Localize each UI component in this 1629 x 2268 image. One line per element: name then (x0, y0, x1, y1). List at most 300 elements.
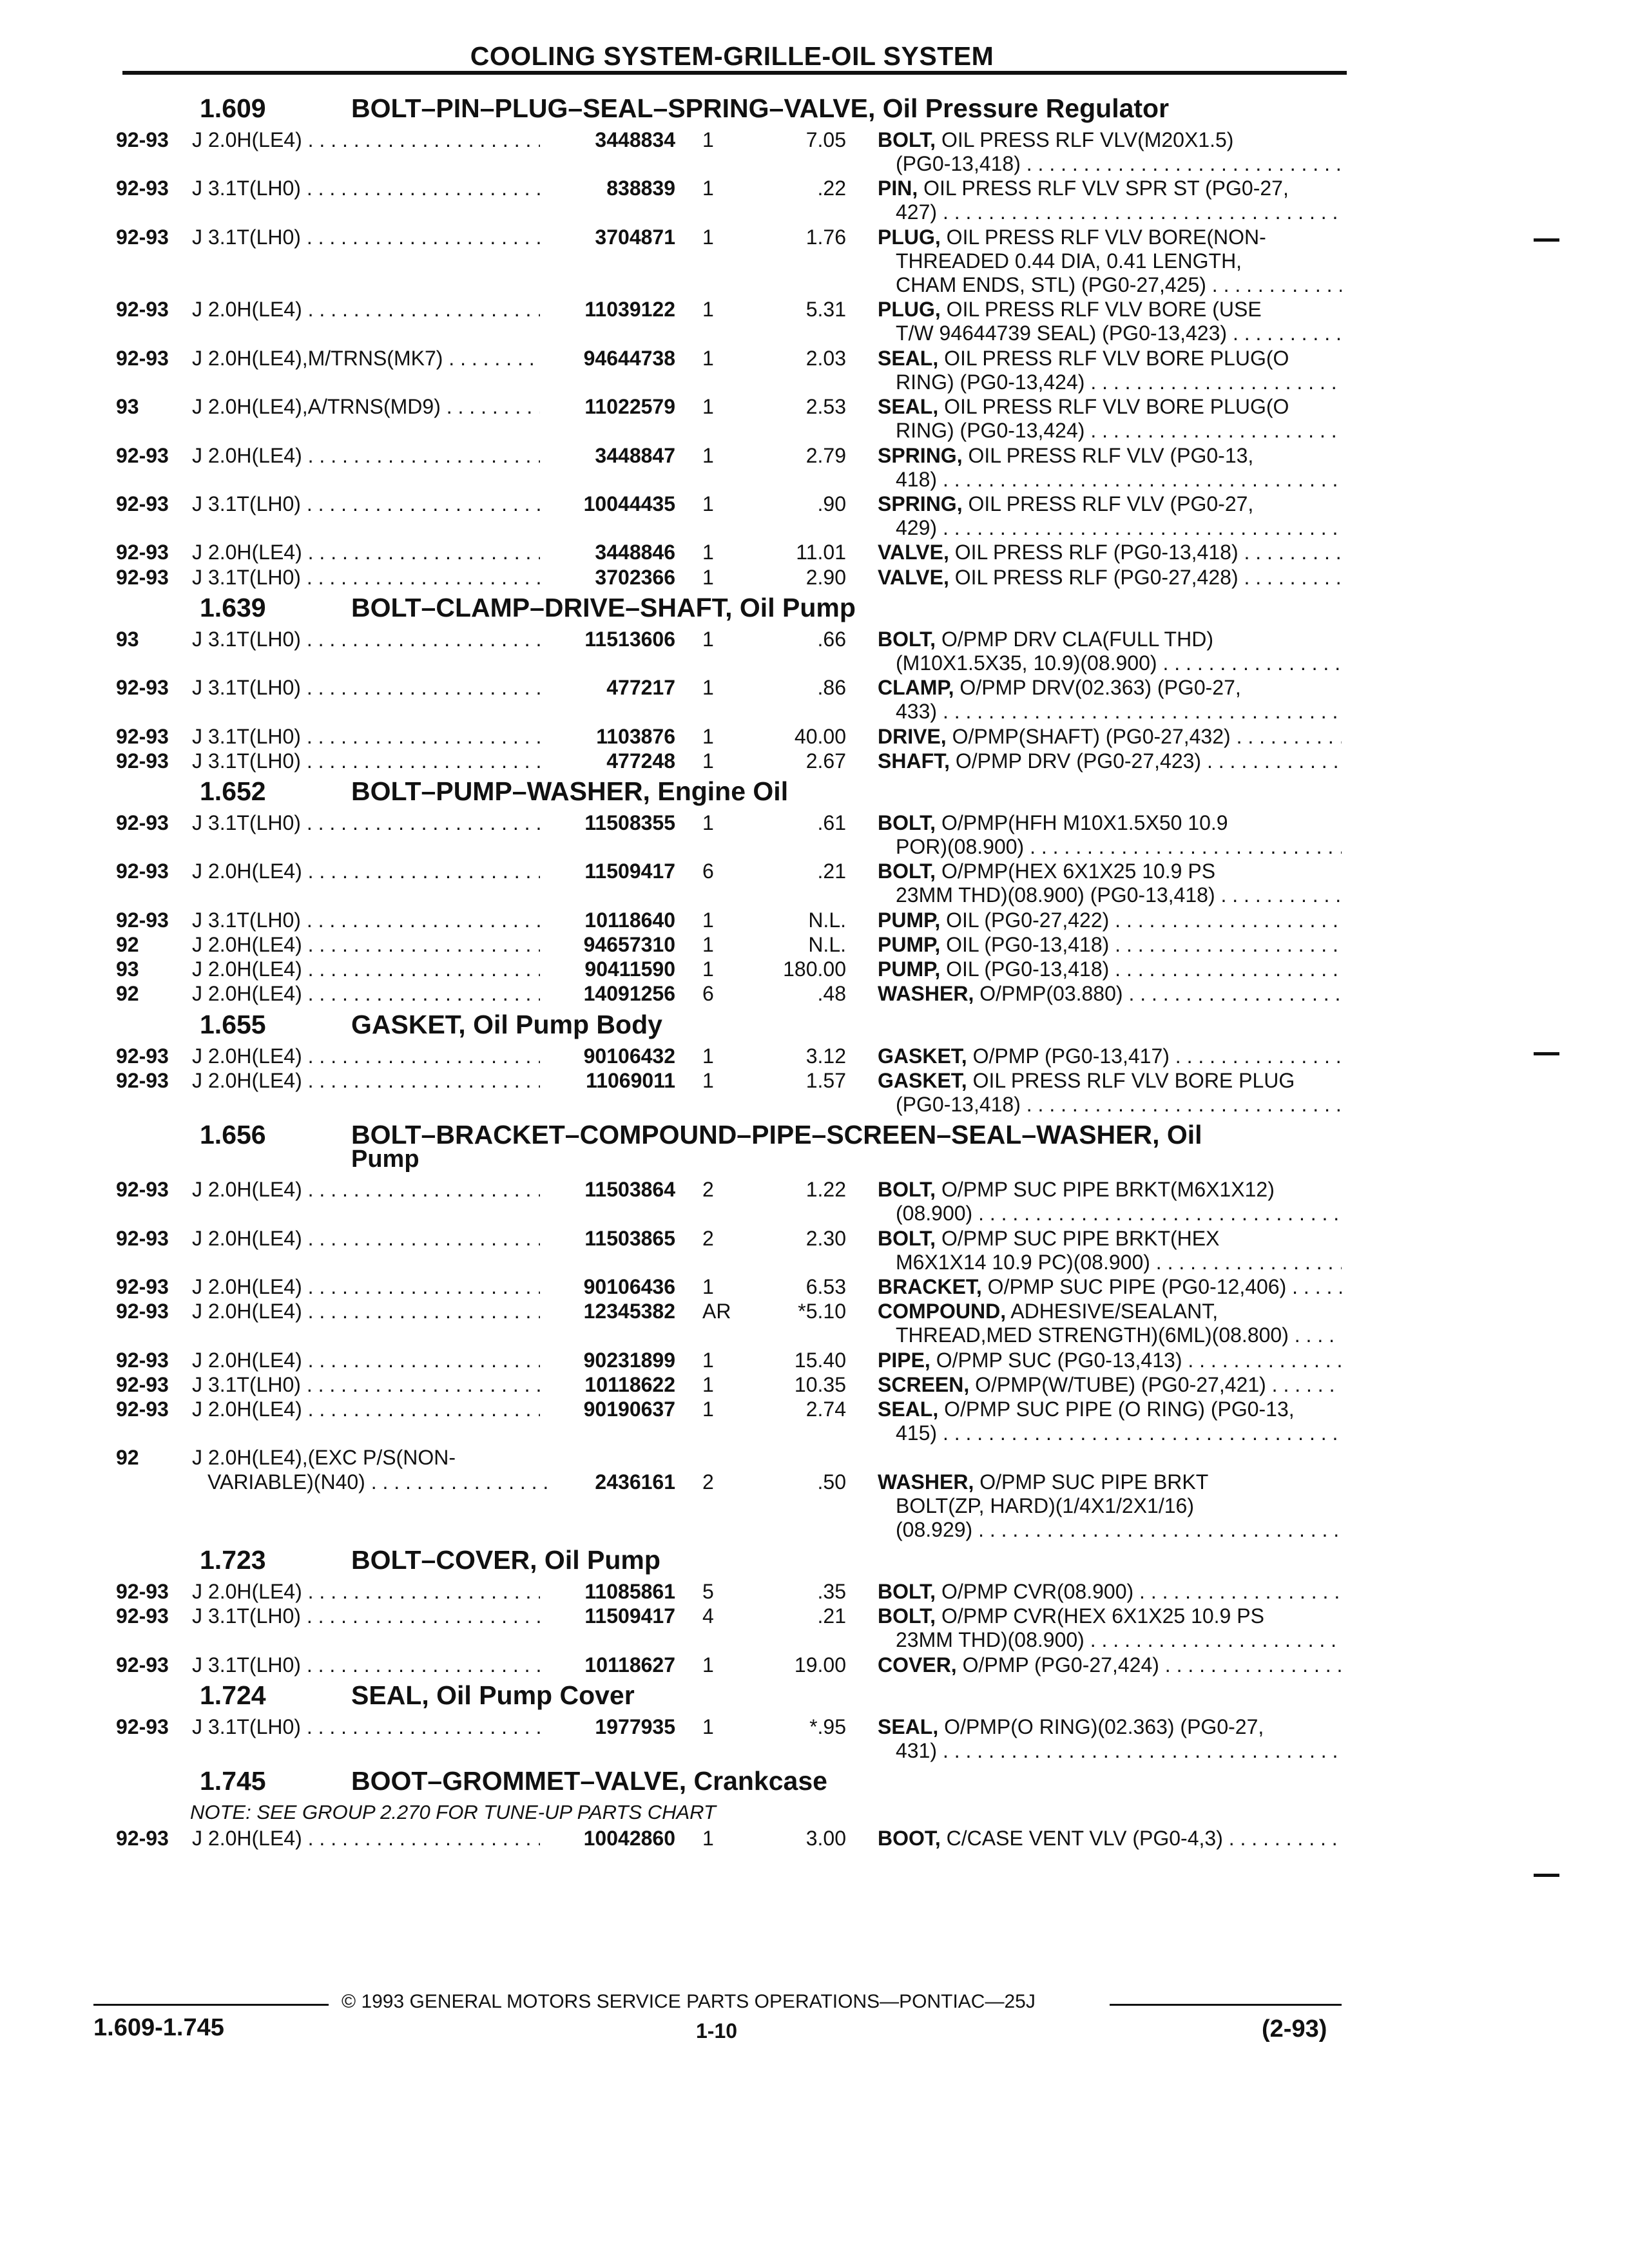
price: 3.12 (805, 1044, 846, 1068)
description-text: O/PMP DRV (PG0-27,423) (955, 749, 1202, 773)
part-number: 11503865 (584, 1226, 675, 1250)
description-text: O/PMP(HFH M10X1.5X50 10.9 (941, 811, 1228, 834)
description-keyword: SEAL, (878, 1715, 939, 1738)
quantity: 1 (702, 811, 714, 834)
description-text: O/PMP(O RING)(02.363) (PG0-27, (944, 1715, 1264, 1738)
description-text: O/PMP CVR(HEX 6X1X25 10.9 PS (941, 1604, 1264, 1628)
quantity: 1 (702, 1827, 714, 1850)
description-line (878, 516, 1342, 540)
model-application (192, 908, 540, 932)
quantity: 1 (702, 676, 714, 700)
model-application (192, 1069, 540, 1093)
description-keyword: SPRING, (878, 443, 963, 467)
part-number: 477248 (606, 749, 675, 773)
description-line (878, 1275, 1342, 1299)
quantity: 1 (702, 298, 714, 322)
quantity: 1 (702, 724, 714, 748)
section-title: BOLT–CLAMP–DRIVE–SHAFT, Oil Pump (351, 592, 856, 622)
part-description (878, 1069, 1342, 1117)
description-text: 23MM THD)(08.900) (896, 1628, 1084, 1652)
description-line (878, 651, 1342, 675)
price: 19.00 (794, 1653, 846, 1677)
description-text: OIL PRESS RLF VLV BORE(NON- (946, 225, 1266, 249)
description-text: POR)(08.900) (896, 835, 1025, 858)
model-text: J 3.1T(LH0) (192, 1715, 301, 1738)
model-text: J 3.1T(LH0) (192, 811, 301, 834)
quantity: 1 (702, 395, 714, 419)
part-description (878, 1580, 1342, 1604)
model-years: 92-93 (116, 541, 169, 564)
price: 1.57 (805, 1068, 846, 1092)
model-years: 92-93 (116, 492, 169, 515)
part-number: 94657310 (583, 933, 675, 956)
model-years: 92-93 (116, 1653, 169, 1677)
part-number: 94644738 (583, 346, 675, 370)
description-line (878, 1044, 1342, 1068)
description-keyword: VALVE, (878, 565, 949, 589)
description-keyword: BOOT, (878, 1827, 941, 1850)
description-text: (08.900) (896, 1202, 973, 1225)
part-number: 10118622 (584, 1372, 675, 1396)
section-title: BOLT–BRACKET–COMPOUND–PIPE–SCREEN–SEAL–WASHER, Oil (351, 1120, 1202, 1150)
quantity: 1 (702, 492, 714, 515)
part-description (878, 749, 1342, 773)
model-years: 92-93 (116, 128, 169, 151)
model-text: VARIABLE)(N40) (207, 1470, 365, 1494)
description-text: OIL PRESS RLF VLV BORE PLUG(O (944, 346, 1289, 370)
model-years: 92-93 (116, 1827, 169, 1850)
quantity: 1 (702, 177, 714, 200)
description-line (878, 725, 1342, 749)
description-text: O/PMP(03.880) (979, 982, 1123, 1006)
description-text: O/PMP (PG0-27,424) (962, 1653, 1159, 1677)
section-header (0, 1680, 1629, 1714)
description-text: OIL PRESS RLF VLV BORE PLUG(O (944, 395, 1289, 419)
model-application (192, 177, 540, 200)
description-text: O/PMP(W/TUBE) (PG0-27,421) (975, 1372, 1266, 1396)
description-line (878, 444, 1342, 468)
description-keyword: GASKET, (878, 1044, 967, 1068)
description-text: T/W 94644739 SEAL) (PG0-13,423) (896, 322, 1228, 345)
model-application (192, 1300, 540, 1323)
description-line (878, 1827, 1342, 1850)
description-keyword: SEAL, (878, 346, 939, 370)
price: N.L. (808, 908, 846, 932)
description-text: 433) (896, 700, 938, 724)
description-text: O/PMP(SHAFT) (PG0-27,432) (952, 724, 1231, 748)
price: .90 (817, 492, 846, 515)
description-line (878, 1178, 1342, 1202)
description-line (878, 1251, 1342, 1274)
quantity: 2 (702, 1470, 714, 1494)
part-description (878, 1300, 1342, 1347)
section-number: 1.745 (200, 1766, 266, 1796)
description-keyword: SEAL, (878, 1398, 939, 1421)
price: .22 (817, 177, 846, 200)
description-keyword: SEAL, (878, 395, 939, 419)
margin-tick (1534, 1874, 1559, 1877)
description-keyword: BOLT, (878, 627, 936, 651)
model-text: J 3.1T(LH0) (192, 749, 301, 773)
description-keyword: BOLT, (878, 811, 936, 834)
model-application (192, 541, 540, 564)
description-text: OIL PRESS RLF VLV (PG0-13, (968, 443, 1254, 467)
part-description (878, 1044, 1342, 1068)
description-text: 23MM THD)(08.900) (PG0-13,418) (896, 883, 1215, 907)
model-text: J 2.0H(LE4) (192, 1398, 302, 1421)
description-line (878, 1202, 1342, 1225)
part-description (878, 347, 1342, 394)
price: 2.30 (805, 1226, 846, 1250)
description-keyword: SCREEN, (878, 1372, 970, 1396)
model-text: J 2.0H(LE4) (192, 933, 302, 956)
description-text: (M10X1.5X35, 10.9)(08.900) (896, 651, 1157, 675)
description-keyword: PLUG, (878, 225, 941, 249)
price: 2.90 (805, 565, 846, 589)
price: 1.22 (805, 1178, 846, 1202)
description-text: RING) (PG0-13,424) (896, 419, 1085, 443)
part-number: 2436161 (595, 1470, 675, 1494)
model-text: J 2.0H(LE4),A/TRNS(MD9) (192, 395, 441, 419)
description-line (878, 1349, 1342, 1372)
price: 5.31 (805, 298, 846, 322)
model-years: 92-93 (116, 225, 169, 249)
description-line (878, 1628, 1342, 1652)
quantity: 2 (702, 1226, 714, 1250)
description-line (878, 249, 1342, 273)
description-line (878, 749, 1342, 773)
description-text: OIL PRESS RLF VLV BORE PLUG (972, 1068, 1295, 1092)
model-application (192, 725, 540, 749)
model-years: 92-93 (116, 1580, 169, 1604)
model-application (192, 1044, 540, 1068)
part-number: 477217 (606, 676, 675, 700)
footer-page-number: 1-10 (696, 2019, 738, 2042)
part-number: 3448847 (595, 443, 675, 467)
part-description (878, 811, 1342, 859)
model-years: 92-93 (116, 1604, 169, 1628)
description-line (878, 226, 1342, 249)
part-description (878, 1275, 1342, 1299)
description-keyword: COMPOUND, (878, 1300, 1007, 1323)
description-text: OIL (PG0-13,418) (946, 957, 1110, 981)
part-number: 11513606 (584, 627, 675, 651)
model-text: J 2.0H(LE4),(EXC P/S(NON- (192, 1446, 456, 1470)
quantity: 1 (702, 1715, 714, 1738)
model-text: J 2.0H(LE4) (192, 1300, 302, 1323)
description-text: (PG0-13,418) (896, 1092, 1021, 1116)
part-description (878, 1604, 1342, 1652)
model-text: J 2.0H(LE4) (192, 1068, 302, 1092)
model-application (192, 982, 540, 1006)
part-number: 10118627 (584, 1653, 675, 1677)
description-keyword: CLAMP, (878, 676, 954, 700)
footer-section-range: 1.609-1.745 (93, 2014, 224, 2041)
description-text: O/PMP SUC PIPE (O RING) (PG0-13, (944, 1398, 1295, 1421)
quantity: 6 (702, 982, 714, 1006)
section-header (0, 93, 1629, 127)
section-title: BOOT–GROMMET–VALVE, Crankcase (351, 1766, 827, 1796)
model-application (192, 226, 540, 249)
description-text: O/PMP(HEX 6X1X25 10.9 PS (941, 860, 1216, 883)
description-keyword: BOLT, (878, 1580, 936, 1604)
model-years: 93 (116, 957, 139, 981)
price: 40.00 (794, 724, 846, 748)
part-description (878, 676, 1342, 724)
part-number: 90106432 (583, 1044, 675, 1068)
quantity: 1 (702, 128, 714, 151)
model-application (192, 933, 540, 957)
description-line (878, 1323, 1342, 1347)
part-number: 1103876 (596, 724, 675, 748)
description-line (878, 1093, 1342, 1117)
part-description (878, 298, 1342, 345)
description-text: THREAD,MED STRENGTH)(6ML)(08.800) (896, 1323, 1289, 1347)
model-years: 92-93 (116, 1044, 169, 1068)
description-text: M6X1X14 10.9 PC)(08.900) (896, 1250, 1150, 1274)
price: .61 (817, 811, 846, 834)
description-text: O/PMP CVR(08.900) (941, 1580, 1134, 1604)
margin-tick (1534, 238, 1559, 242)
model-years: 92 (116, 982, 139, 1006)
description-line (878, 541, 1342, 564)
description-line (878, 982, 1342, 1006)
description-text: 415) (896, 1421, 938, 1445)
description-line (878, 128, 1342, 152)
price: .21 (817, 860, 846, 883)
model-application (207, 1470, 555, 1494)
description-line (878, 395, 1342, 419)
description-line (878, 177, 1342, 200)
part-number: 11509417 (584, 860, 675, 883)
description-keyword: WASHER, (878, 1470, 974, 1494)
part-number: 11503864 (584, 1178, 675, 1202)
quantity: 1 (702, 1068, 714, 1092)
part-number: 10042860 (583, 1827, 675, 1850)
part-description (878, 1470, 1342, 1542)
model-years: 92-93 (116, 1275, 169, 1298)
description-text: OIL PRESS RLF VLV(M20X1.5) (941, 128, 1234, 151)
quantity: 1 (702, 908, 714, 932)
page-title: COOLING SYSTEM-GRILLE-OIL SYSTEM (470, 41, 994, 71)
description-text: 427) (896, 200, 938, 224)
part-description (878, 725, 1342, 749)
quantity: 1 (702, 443, 714, 467)
model-application (192, 492, 540, 516)
price: 2.74 (805, 1398, 846, 1421)
description-line (878, 811, 1342, 835)
quantity: 1 (702, 627, 714, 651)
model-years: 92-93 (116, 298, 169, 322)
model-application (192, 676, 540, 700)
description-line (878, 1653, 1342, 1677)
part-number: 11508355 (584, 811, 675, 834)
model-application (192, 444, 540, 468)
section-header (0, 1766, 1629, 1800)
model-text: J 3.1T(LH0) (192, 676, 301, 700)
description-text: O/PMP DRV CLA(FULL THD) (941, 627, 1213, 651)
model-years: 92-93 (116, 565, 169, 589)
part-description (878, 1827, 1342, 1850)
model-years: 92-93 (116, 1372, 169, 1396)
description-text: C/CASE VENT VLV (PG0-4,3) (946, 1827, 1223, 1850)
description-text: OIL PRESS RLF VLV (PG0-27, (968, 492, 1254, 515)
description-keyword: PLUG, (878, 298, 941, 322)
model-years: 92-93 (116, 1178, 169, 1202)
model-application (192, 860, 540, 883)
price: .66 (817, 627, 846, 651)
model-text: J 3.1T(LH0) (192, 1653, 301, 1677)
price: 6.53 (805, 1275, 846, 1298)
description-line (878, 628, 1342, 651)
description-line (878, 1604, 1342, 1628)
price: .86 (817, 676, 846, 700)
footer-copyright: © 1993 GENERAL MOTORS SERVICE PARTS OPERATIONS—PONTIAC—25J (342, 1991, 1036, 2012)
model-text: J 2.0H(LE4) (192, 1348, 302, 1372)
model-years: 92-93 (116, 177, 169, 200)
description-line (878, 566, 1342, 590)
part-number: 14091256 (583, 982, 675, 1006)
section-number: 1.656 (200, 1120, 266, 1150)
description-keyword: PUMP, (878, 908, 941, 932)
description-line (878, 957, 1342, 981)
model-application (192, 1827, 540, 1850)
part-description (878, 226, 1342, 297)
section-number: 1.609 (200, 93, 266, 123)
model-application (192, 1653, 540, 1677)
price: 2.53 (805, 395, 846, 419)
price: 3.00 (805, 1827, 846, 1850)
model-text: J 2.0H(LE4) (192, 298, 302, 322)
model-application (192, 1446, 456, 1470)
part-number: 11085861 (584, 1580, 675, 1604)
price: .48 (817, 982, 846, 1006)
price: 2.03 (805, 346, 846, 370)
section-header (0, 776, 1629, 810)
model-text: J 2.0H(LE4) (192, 982, 302, 1006)
part-number: 90106436 (583, 1275, 675, 1298)
model-application (192, 1178, 540, 1202)
model-years: 92 (116, 1446, 139, 1470)
description-text: (PG0-13,418) (896, 152, 1021, 175)
model-years: 92-93 (116, 676, 169, 700)
part-number: 90411590 (584, 957, 675, 981)
part-description (878, 628, 1342, 675)
model-text: J 3.1T(LH0) (192, 1604, 301, 1628)
description-text: CHAM ENDS, STL) (PG0-27,425) (896, 273, 1206, 296)
part-number: 838839 (606, 177, 675, 200)
section-title: Pump (351, 1146, 419, 1173)
part-description (878, 444, 1342, 492)
price: 1.76 (805, 225, 846, 249)
model-years: 92-93 (116, 724, 169, 748)
description-text: 418) (896, 467, 938, 491)
price: N.L. (808, 933, 846, 956)
model-application (192, 1398, 540, 1421)
description-keyword: BRACKET, (878, 1275, 982, 1298)
description-text: O/PMP SUC PIPE (PG0-12,406) (987, 1275, 1287, 1298)
model-text: J 2.0H(LE4) (192, 128, 302, 151)
description-line (878, 200, 1342, 224)
part-description (878, 1227, 1342, 1274)
model-text: J 2.0H(LE4) (192, 1827, 302, 1850)
description-line (878, 419, 1342, 443)
section-header (0, 593, 1629, 626)
description-text: O/PMP SUC PIPE BRKT(HEX (941, 1226, 1220, 1250)
price: 2.67 (805, 749, 846, 773)
quantity: 1 (702, 1044, 714, 1068)
price: 180.00 (783, 957, 846, 981)
section-number: 1.652 (200, 776, 266, 806)
quantity: 1 (702, 225, 714, 249)
price: 15.40 (794, 1348, 846, 1372)
description-line (878, 1715, 1342, 1739)
description-keyword: BOLT, (878, 128, 936, 151)
part-description (878, 177, 1342, 224)
footer-date: (2-93) (1262, 2015, 1327, 2042)
quantity: AR (702, 1300, 731, 1323)
part-number: 90231899 (583, 1348, 675, 1372)
section-title: BOLT–PIN–PLUG–SEAL–SPRING–VALVE, Oil Pressure Regulator (351, 93, 1170, 123)
part-description (878, 1178, 1342, 1225)
price: 2.79 (805, 443, 846, 467)
part-number: 10118640 (584, 908, 675, 932)
model-years: 92-93 (116, 1398, 169, 1421)
description-text: OIL PRESS RLF VLV BORE (USE (946, 298, 1262, 322)
part-description (878, 566, 1342, 590)
description-line (878, 860, 1342, 883)
description-text: OIL PRESS RLF VLV SPR ST (PG0-27, (923, 177, 1289, 200)
model-application (192, 749, 540, 773)
part-number: 90190637 (583, 1398, 675, 1421)
model-text: J 3.1T(LH0) (192, 724, 301, 748)
model-years: 92 (116, 933, 139, 956)
quantity: 1 (702, 1372, 714, 1396)
model-application (192, 628, 540, 651)
part-number: 11069011 (586, 1068, 675, 1092)
description-text: O/PMP SUC PIPE BRKT (979, 1470, 1209, 1494)
description-line (878, 835, 1342, 859)
part-number: 3448834 (595, 128, 675, 151)
description-keyword: SPRING, (878, 492, 963, 515)
quantity: 1 (702, 565, 714, 589)
model-text: J 2.0H(LE4) (192, 1178, 302, 1202)
description-text: OIL PRESS RLF (PG0-27,428) (954, 565, 1239, 589)
model-application (192, 811, 540, 835)
price: 11.01 (796, 541, 846, 564)
quantity: 6 (702, 860, 714, 883)
description-line (878, 676, 1342, 700)
description-text: ADHESIVE/SEALANT, (1010, 1300, 1219, 1323)
margin-tick (1534, 1052, 1559, 1055)
section-header (0, 1120, 1629, 1173)
description-keyword: GASKET, (878, 1068, 967, 1092)
price: 10.35 (794, 1372, 846, 1396)
quantity: 1 (702, 933, 714, 956)
quantity: 1 (702, 346, 714, 370)
model-text: J 3.1T(LH0) (192, 177, 301, 200)
part-description (878, 933, 1342, 957)
section-number: 1.724 (200, 1680, 266, 1710)
quantity: 2 (702, 1178, 714, 1202)
description-line (878, 933, 1342, 957)
part-number: 3702366 (595, 565, 675, 589)
description-line (878, 700, 1342, 724)
part-number: 3704871 (595, 225, 675, 249)
quantity: 1 (702, 1348, 714, 1372)
model-years: 92-93 (116, 443, 169, 467)
part-description (878, 492, 1342, 540)
